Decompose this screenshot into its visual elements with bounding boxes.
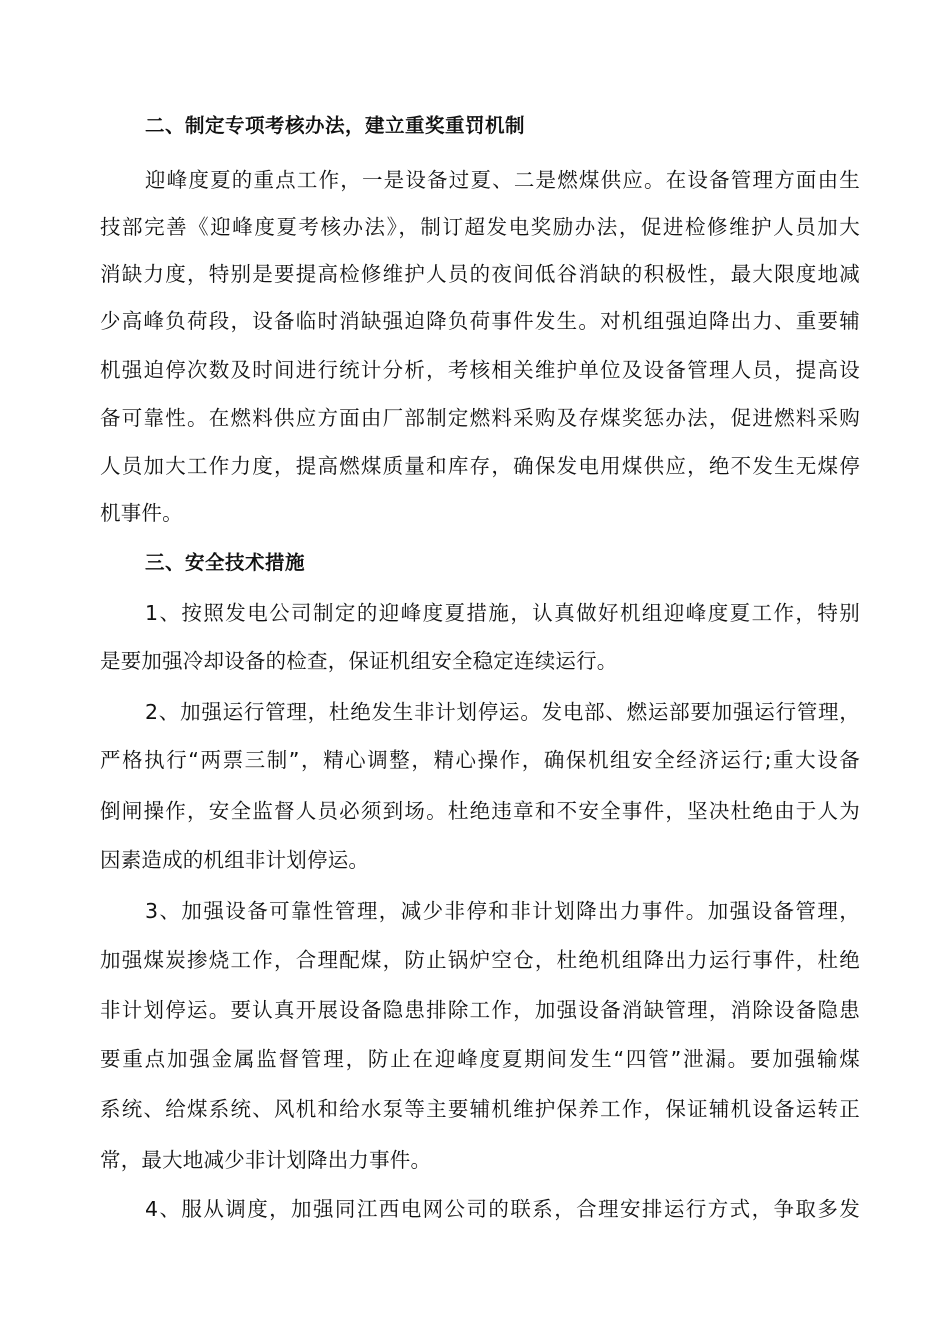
paragraph-line: 2、加强运行管理，杜绝发生非计划停运。发电部、燃运部要加强运行管理， — [145, 700, 860, 724]
paragraph-line: 是要加强冷却设备的检查，保证机组安全稳定连续运行。 — [100, 649, 618, 673]
paragraph-line: 备可靠性。在燃料供应方面由厂部制定燃料采购及存煤奖惩办法，促进燃料采购 — [100, 406, 860, 430]
paragraph-line: 加强煤炭掺烧工作，合理配煤，防止锅炉空仓，杜绝机组降出力运行事件，杜绝 — [100, 948, 860, 972]
paragraph-line: 系统、给煤系统、风机和给水泵等主要辅机维护保养工作，保证辅机设备运转正 — [100, 1097, 860, 1121]
paragraph-line: 消缺力度，特别是要提高检修维护人员的夜间低谷消缺的积极性，最大限度地减 — [100, 262, 860, 286]
paragraph-line: 严格执行“两票三制”，精心调整，精心操作，确保机组安全经济运行;重大设备 — [100, 748, 860, 772]
paragraph-line: 非计划停运。要认真开展设备隐患排除工作，加强设备消缺管理，消除设备隐患 — [100, 998, 860, 1022]
paragraph-line: 技部完善《迎峰度夏考核办法》，制订超发电奖励办法，促进检修维护人员加大 — [100, 215, 860, 239]
paragraph-line: 机事件。 — [100, 501, 183, 525]
paragraph-line: 倒闸操作，安全监督人员必须到场。杜绝违章和不安全事件，坚决杜绝由于人为 — [100, 799, 860, 823]
paragraph-line: 因素造成的机组非计划停运。 — [100, 848, 370, 872]
paragraph-line: 1、按照发电公司制定的迎峰度夏措施，认真做好机组迎峰度夏工作，特别 — [145, 601, 860, 625]
paragraph-line: 3、加强设备可靠性管理，减少非停和非计划降出力事件。加强设备管理， — [145, 899, 860, 923]
section-heading-3: 三、安全技术措施 — [145, 551, 306, 574]
paragraph-line: 机强迫停次数及时间进行统计分析，考核相关维护单位及设备管理人员，提高设 — [100, 358, 860, 382]
paragraph-line: 常，最大地减少非计划降出力事件。 — [100, 1148, 432, 1172]
paragraph-line: 迎峰度夏的重点工作，一是设备过夏、二是燃煤供应。在设备管理方面由生 — [145, 168, 860, 192]
section-heading-2: 二、制定专项考核办法，建立重奖重罚机制 — [145, 114, 526, 137]
paragraph-line: 人员加大工作力度，提高燃煤质量和库存，确保发电用煤供应，绝不发生无煤停 — [100, 454, 860, 478]
paragraph-line: 4、服从调度，加强同江西电网公司的联系，合理安排运行方式，争取多发 — [145, 1197, 860, 1221]
paragraph-line: 少高峰负荷段，设备临时消缺强迫降负荷事件发生。对机组强迫降出力、重要辅 — [100, 309, 860, 333]
paragraph-line: 要重点加强金属监督管理，防止在迎峰度夏期间发生“四管”泄漏。要加强输煤 — [100, 1047, 860, 1071]
